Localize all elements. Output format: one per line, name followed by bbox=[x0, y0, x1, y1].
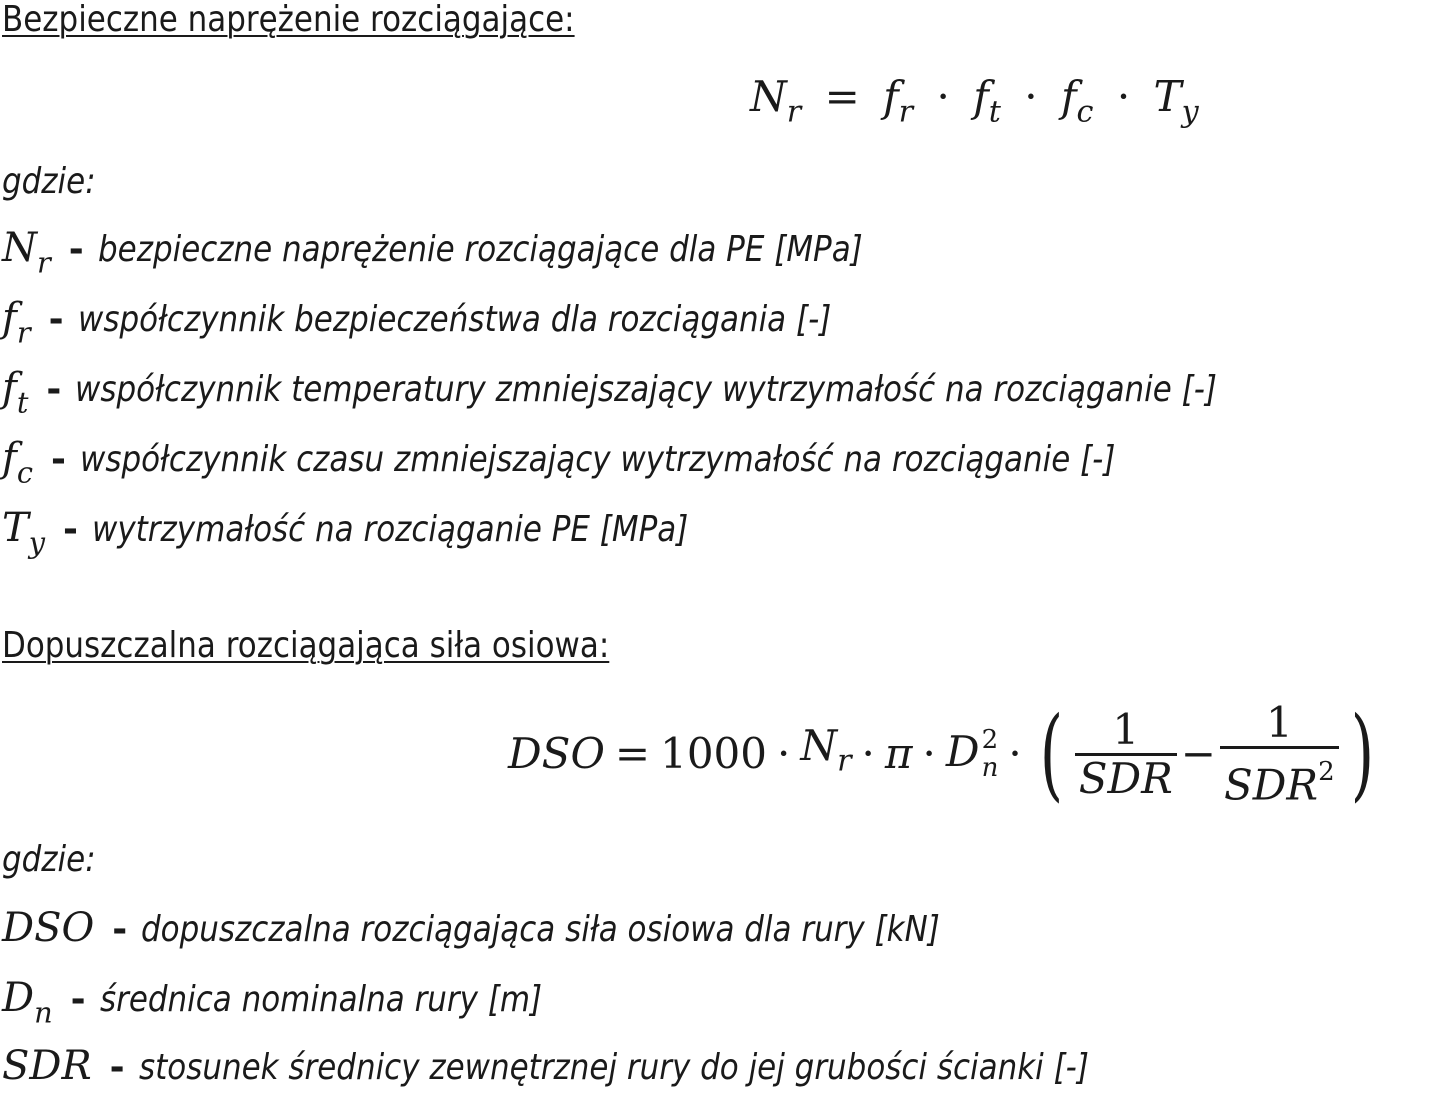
definition-symbol: $T_y$ bbox=[2, 505, 45, 560]
equals-sign: = bbox=[824, 72, 860, 121]
definition-symbol: $N_r$ bbox=[2, 225, 51, 280]
definition-text: średnica nominalna rury [m] bbox=[99, 979, 542, 1020]
definition-row: SDR - stosunek średnicy zewnętrznej rury do jej grubości ścianki [-] bbox=[2, 1044, 1243, 1103]
definition-text: dopuszczalna rozciągająca siła osiowa dla rury [kN] bbox=[141, 909, 941, 950]
where-label: gdzie: bbox=[2, 161, 96, 202]
definition-text: współczynnik bezpieczeństwa dla rozciągania [-] bbox=[77, 299, 831, 340]
definition-row: $N_r$ - bezpieczne naprężenie rozciągające dla PE [MPa] bbox=[2, 226, 987, 285]
formula-allowable-axial-force: DSO = 1000 · $N_r$ · π · D 2 n · ( $\frac{1}{\text{SDR}}$ − $\frac{1}{SDR^2}$ ) bbox=[508, 695, 1374, 813]
definition-row: $f_t$ - współczynnik temperatury zmniejszający wytrzymałość na rozciąganie [-] bbox=[2, 366, 1403, 425]
definition-text: wytrzymałość na rozciąganie PE [MPa] bbox=[91, 509, 689, 550]
definition-row: $f_r$ - współczynnik bezpieczeństwa dla rozciągania [-] bbox=[2, 296, 954, 355]
right-paren: ) bbox=[1350, 695, 1374, 813]
formula-lhs: N bbox=[750, 72, 787, 121]
heading-safe-tensile-stress: Bezpieczne naprężenie rozciągające: bbox=[2, 0, 575, 40]
definition-row: $T_y$ - wytrzymałość na rozciąganie PE [MPa] bbox=[2, 506, 785, 565]
definition-text: współczynnik czasu zmniejszający wytrzymałość na rozciąganie [-] bbox=[79, 439, 1116, 480]
formula-lhs: DSO bbox=[508, 729, 605, 779]
definition-symbol: $D_n$ bbox=[2, 975, 53, 1030]
formula-safe-tensile-stress: $N_r = f_r \cdot f_t \cdot f_c \cdot T_y$ bbox=[750, 72, 1199, 130]
equals-sign: = bbox=[614, 729, 651, 779]
definition-symbol: $f_c$ bbox=[2, 435, 33, 490]
fraction-1-over-sdr: $\frac{1}{\text{SDR}}$ bbox=[1075, 707, 1177, 802]
definition-text: stosunek średnicy zewnętrznej rury do jej grubości ścianki [-] bbox=[138, 1047, 1089, 1088]
where-label: gdzie: bbox=[2, 839, 96, 880]
definition-row: $f_c$ - współczynnik czasu zmniejszający wytrzymałość na rozciąganie [-] bbox=[2, 436, 1284, 495]
definition-symbol: $f_t$ bbox=[2, 365, 29, 420]
definition-row: DSO - dopuszczalna rozciągająca siła osiowa dla rury [kN] bbox=[2, 906, 1070, 965]
definition-text: bezpieczne naprężenie rozciągające dla PE [MPa] bbox=[97, 229, 863, 270]
definition-symbol: SDR bbox=[2, 1043, 92, 1089]
fraction-1-over-sdr-squared: $\frac{1}{SDR^2}$ bbox=[1220, 700, 1339, 809]
left-paren: ( bbox=[1039, 695, 1063, 813]
definition-text: współczynnik temperatury zmniejszający wytrzymałość na rozciąganie [-] bbox=[75, 369, 1218, 410]
definition-symbol: $f_r$ bbox=[2, 295, 31, 350]
definition-row: $D_n$ - średnica nominalna rury [m] bbox=[2, 976, 614, 1035]
definition-symbol: DSO bbox=[2, 905, 95, 951]
heading-allowable-axial-force: Dopuszczalna rozciągająca siła osiowa: bbox=[2, 625, 610, 666]
